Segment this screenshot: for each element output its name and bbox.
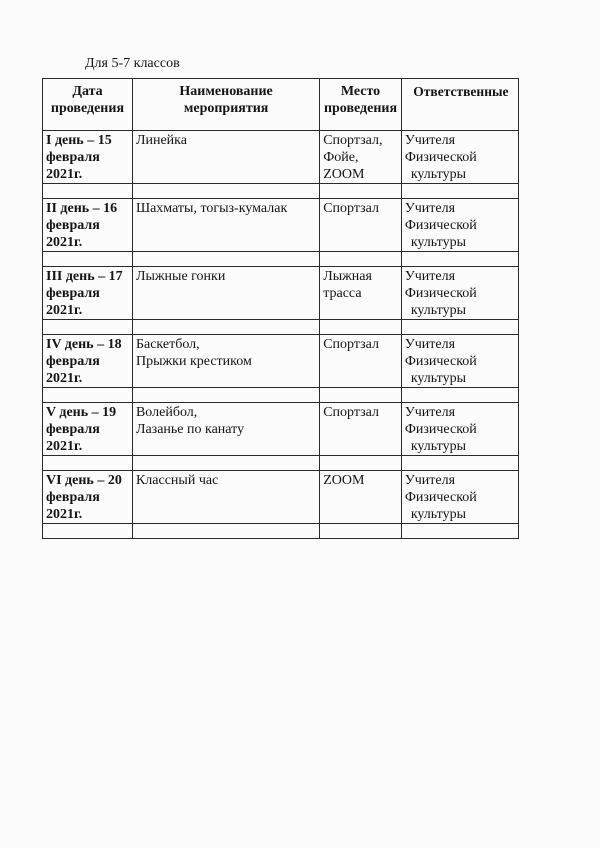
empty-cell	[320, 456, 402, 471]
cell-line: культуры	[410, 371, 466, 386]
table-row	[43, 131, 519, 184]
event-date-cell	[43, 131, 133, 184]
cell-line: Волейбол,	[135, 405, 198, 420]
spacer-row	[43, 252, 519, 267]
spacer-row	[43, 320, 519, 335]
cell-line: февраля	[46, 490, 100, 505]
cell-line: февраля	[46, 286, 100, 301]
cell-line: Физической	[404, 490, 477, 505]
table-row	[43, 267, 519, 320]
empty-cell	[43, 320, 133, 335]
cell-line: культуры	[410, 235, 466, 250]
cell-line: Спортзал	[323, 337, 380, 352]
spacer-row	[43, 388, 519, 403]
event-place-cell	[320, 199, 402, 252]
cell-line: февраля	[46, 354, 100, 369]
cell-line: Фойе,	[323, 150, 359, 165]
cell-line: Учителя	[404, 201, 456, 216]
header-date: Дата проведения	[43, 79, 133, 131]
cell-line: Учителя	[404, 269, 456, 284]
event-responsible-cell	[401, 403, 518, 456]
event-responsible-cell	[401, 131, 518, 184]
cell-line: февраля	[46, 422, 100, 437]
empty-cell	[43, 388, 133, 403]
cell-line: Лыжные гонки	[135, 269, 226, 284]
cell-line: ZOOM	[323, 167, 365, 182]
event-place-cell	[320, 471, 402, 524]
cell-line: Лазанье по канату	[135, 422, 245, 437]
event-place-cell	[320, 335, 402, 388]
table-row	[43, 335, 519, 388]
empty-cell	[132, 320, 319, 335]
event-responsible-cell	[401, 471, 518, 524]
cell-line: Спортзал	[323, 201, 380, 216]
schedule-table	[42, 78, 519, 539]
event-name-cell	[132, 131, 319, 184]
event-place-cell	[320, 403, 402, 456]
event-name-cell	[132, 267, 319, 320]
empty-cell	[401, 320, 518, 335]
cell-line: IV день – 18	[46, 337, 122, 352]
cell-line: 2021г.	[46, 371, 83, 386]
cell-line: Классный час	[135, 473, 219, 488]
event-responsible-cell	[401, 199, 518, 252]
table-row	[43, 199, 519, 252]
empty-cell	[401, 252, 518, 267]
empty-cell	[43, 524, 133, 539]
empty-cell	[43, 456, 133, 471]
spacer-row	[43, 184, 519, 199]
cell-line: II день – 16	[46, 201, 118, 216]
cell-line: Учителя	[404, 337, 456, 352]
cell-line: Спортзал	[323, 405, 380, 420]
cell-line: 2021г.	[46, 303, 83, 318]
event-name-cell	[132, 199, 319, 252]
cell-line: Физической	[404, 422, 477, 437]
empty-cell	[132, 456, 319, 471]
cell-line: V день – 19	[46, 405, 117, 420]
table-row	[43, 403, 519, 456]
header-responsible: Ответственные	[401, 79, 518, 131]
cell-line: Спортзал,	[323, 133, 383, 148]
cell-line: Линейка	[135, 133, 187, 148]
event-date-cell	[43, 403, 133, 456]
cell-line: Физической	[404, 354, 477, 369]
cell-line: Учителя	[404, 473, 456, 488]
cell-line: культуры	[410, 303, 466, 318]
cell-line: Учителя	[404, 405, 456, 420]
event-date-cell	[43, 267, 133, 320]
event-name-cell	[132, 403, 319, 456]
cell-line: I день – 15	[46, 133, 112, 148]
cell-line: 2021г.	[46, 167, 83, 182]
cell-line: 2021г.	[46, 439, 83, 454]
cell-line: февраля	[46, 150, 100, 165]
empty-cell	[320, 320, 402, 335]
cell-line: Физической	[404, 150, 477, 165]
cell-line: Прыжки крестиком	[135, 354, 252, 369]
table-row	[43, 471, 519, 524]
cell-line: Физической	[404, 286, 477, 301]
cell-line: февраля	[46, 218, 100, 233]
grade-caption: Для 5-7 классов	[85, 56, 180, 71]
event-responsible-cell	[401, 267, 518, 320]
event-place-cell	[320, 267, 402, 320]
cell-line: Лыжная	[323, 269, 372, 284]
table-header-row	[43, 79, 519, 131]
cell-line: III день – 17	[46, 269, 123, 284]
cell-line: Учителя	[404, 133, 456, 148]
cell-line: ZOOM	[323, 473, 365, 488]
cell-line: культуры	[410, 167, 466, 182]
empty-cell	[320, 252, 402, 267]
event-name-cell	[132, 335, 319, 388]
empty-cell	[132, 388, 319, 403]
empty-cell	[320, 184, 402, 199]
spacer-row	[43, 524, 519, 539]
empty-cell	[401, 184, 518, 199]
header-event-name: Наименование мероприятия	[132, 79, 319, 131]
empty-cell	[401, 388, 518, 403]
empty-cell	[320, 524, 402, 539]
cell-line: 2021г.	[46, 235, 83, 250]
event-date-cell	[43, 471, 133, 524]
event-name-cell	[132, 471, 319, 524]
cell-line: Шахматы, тогыз-кумалак	[135, 201, 288, 216]
empty-cell	[401, 456, 518, 471]
cell-line: трасса	[323, 286, 362, 301]
spacer-row	[43, 456, 519, 471]
cell-line: 2021г.	[46, 507, 83, 522]
empty-cell	[320, 388, 402, 403]
event-date-cell	[43, 335, 133, 388]
cell-line: культуры	[410, 507, 466, 522]
empty-cell	[132, 524, 319, 539]
empty-cell	[43, 184, 133, 199]
empty-cell	[132, 184, 319, 199]
empty-cell	[401, 524, 518, 539]
cell-line: VI день – 20	[46, 473, 122, 488]
cell-line: Физической	[404, 218, 477, 233]
cell-line: Баскетбол,	[135, 337, 200, 352]
event-responsible-cell	[401, 335, 518, 388]
event-place-cell	[320, 131, 402, 184]
empty-cell	[43, 252, 133, 267]
event-date-cell	[43, 199, 133, 252]
empty-cell	[132, 252, 319, 267]
cell-line: культуры	[410, 439, 466, 454]
header-place: Место проведения	[320, 79, 402, 131]
